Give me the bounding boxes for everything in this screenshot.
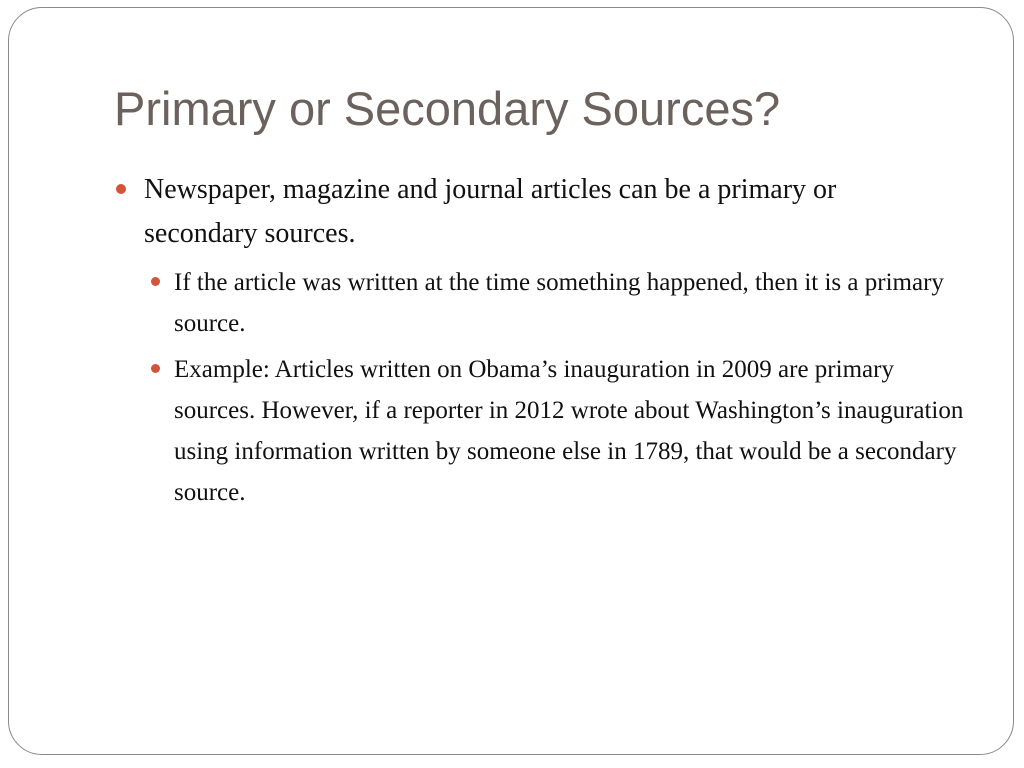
bullet-text: Newspaper, magazine and journal articles can be a primary or secondary sources. — [144, 174, 837, 249]
bullet-dot-icon — [151, 364, 160, 373]
sub-bullet-text: Example: Articles written on Obama’s inauguration in 2009 are primary sources. However, if a reporter in 2012 wrote about Washington’s inauguration using information written by someone else in 1789, that would be a secondary source. — [174, 356, 964, 506]
sub-bullet-text: If the article was written at the time something happened, then it is a primary source. — [174, 269, 944, 337]
sub-bullet-item — [144, 262, 964, 344]
bullet-list — [114, 168, 974, 513]
bullet-dot-icon — [151, 277, 160, 286]
bullet-dot-icon — [116, 184, 126, 194]
bullet-item — [114, 168, 954, 256]
sub-bullet-item — [144, 349, 964, 513]
slide-title: Primary or Secondary Sources? — [114, 82, 781, 135]
